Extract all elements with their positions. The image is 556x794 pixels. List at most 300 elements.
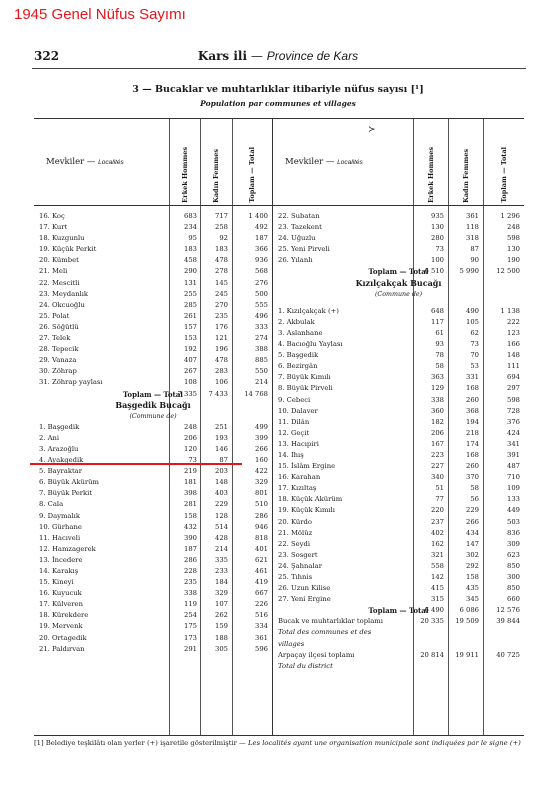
male-count: 182 — [431, 417, 444, 426]
total-count: 492 — [255, 223, 268, 232]
table-row — [273, 528, 524, 539]
female-count: 7 433 — [208, 389, 228, 398]
male-count: 192 — [184, 345, 197, 354]
locality-name: 10. Dalaver — [278, 406, 318, 415]
locality-name: Total du district — [278, 661, 333, 670]
locality-name: 5. Başgedik — [278, 351, 319, 360]
table-row — [273, 233, 524, 244]
male-count: 390 — [184, 533, 197, 542]
total-count: 487 — [507, 462, 520, 471]
locality-name: 11. Hacıveli — [39, 533, 81, 542]
locality-name: 6. Büyük Akürüm — [39, 478, 99, 487]
female-count: 260 — [466, 462, 479, 471]
locality-name: 28. Tepecik — [39, 345, 79, 354]
male-count: 398 — [184, 489, 197, 498]
male-count: 100 — [431, 256, 444, 265]
locality-name: 25. Tıhnis — [278, 573, 313, 581]
male-count: 117 — [431, 317, 444, 326]
locality-name: 12. Geçit — [278, 428, 310, 437]
table-row — [34, 244, 272, 255]
locality-name: 1. Kızılçakçak (+) — [278, 306, 339, 315]
female-count: 233 — [215, 567, 228, 575]
male-count: 683 — [184, 212, 197, 220]
total-count: 710 — [507, 473, 520, 482]
top-rule — [32, 68, 526, 69]
table-row — [273, 561, 524, 572]
running-head — [0, 49, 556, 63]
table-row — [34, 621, 272, 632]
table-row — [34, 422, 272, 433]
table-total — [273, 266, 524, 277]
highlight-underline — [30, 463, 242, 465]
male-count: 340 — [431, 473, 444, 482]
female-count: 159 — [215, 622, 228, 631]
locality-name: 15. Kineyi — [39, 578, 74, 587]
female-count: 478 — [215, 356, 228, 365]
female-count: 62 — [470, 328, 479, 337]
male-count: 267 — [184, 367, 197, 376]
total-count: 123 — [507, 328, 520, 337]
total-count: 850 — [507, 584, 520, 593]
locality-name: 27. Yeni Ergine — [278, 595, 331, 604]
table-heading — [273, 278, 524, 289]
female-count: 196 — [215, 345, 228, 354]
total-count: 550 — [255, 367, 268, 376]
male-count: 157 — [184, 322, 197, 331]
male-count: 254 — [184, 611, 197, 620]
table-row — [273, 594, 524, 605]
male-count: 321 — [431, 550, 444, 559]
female-count: 90 — [470, 256, 479, 265]
locality-name: 31. Zöhrap yaylası — [39, 378, 103, 387]
locality-name: 26. Yılanlı — [278, 256, 313, 265]
table-row — [34, 477, 272, 488]
female-header: Kadın Femmes — [461, 149, 470, 203]
female-count: 283 — [215, 367, 228, 376]
female-count: 183 — [215, 245, 228, 254]
female-count: 302 — [466, 550, 479, 559]
total-count: 248 — [507, 223, 520, 232]
female-count: 19 911 — [455, 650, 479, 659]
female-count: 92 — [219, 234, 228, 243]
table-row — [34, 577, 272, 588]
total-count: 1 296 — [500, 212, 520, 220]
total-count: 14 768 — [244, 389, 268, 398]
table-row — [34, 433, 272, 444]
locality-name: 23. Meydanlık — [39, 289, 89, 298]
locality-name: 3. Aslanhane — [278, 328, 323, 337]
total-count: 166 — [507, 340, 520, 349]
male-count: 61 — [435, 328, 444, 337]
male-count: 130 — [431, 223, 444, 232]
table-row — [34, 566, 272, 577]
table-row — [34, 333, 272, 344]
total-count: 329 — [255, 478, 268, 487]
male-count: 280 — [431, 234, 444, 243]
male-header: Erkek Hommes — [426, 147, 435, 203]
male-count: 73 — [188, 456, 197, 465]
table-row — [34, 344, 272, 355]
locality-name: 2. Akbulak — [278, 317, 315, 326]
locality-name: 19. Küçük Perkit — [39, 245, 97, 254]
table-row — [273, 222, 524, 233]
total-count: 516 — [255, 611, 268, 620]
table-row — [273, 572, 524, 583]
locality-name: 4. Bacıoğlu Yaylası — [278, 340, 343, 349]
total-count: 148 — [507, 351, 520, 360]
female-count: 148 — [215, 478, 228, 487]
female-count: 107 — [215, 600, 228, 609]
male-count: 558 — [431, 561, 444, 570]
page-number: 322 — [34, 49, 60, 63]
total-count: 341 — [507, 439, 520, 448]
locality-name: 20. Ortagedik — [39, 633, 87, 642]
total-count: 333 — [255, 322, 268, 331]
total-count: 836 — [507, 528, 520, 537]
table-row — [273, 244, 524, 255]
female-count: 203 — [215, 467, 228, 476]
female-count: 434 — [466, 528, 479, 537]
table-row — [273, 255, 524, 266]
locality-name: 5. Bayraktar — [39, 467, 82, 476]
table-row — [273, 361, 524, 372]
locality-name: 23. Tazekent — [278, 223, 322, 232]
male-count: 234 — [184, 223, 197, 232]
table-subheading — [34, 411, 272, 422]
male-count: 167 — [431, 439, 444, 448]
male-count: 20 335 — [420, 617, 444, 626]
total-count: 133 — [507, 495, 520, 504]
table-row — [273, 350, 524, 361]
locality-name: 22. Seydi — [278, 539, 311, 548]
female-count: 5 990 — [459, 267, 479, 276]
locality-name: 22. Subatan — [278, 212, 320, 220]
right-rows — [273, 211, 524, 672]
table-row — [34, 610, 272, 621]
total-count: 399 — [255, 433, 268, 442]
total-count: 510 — [255, 500, 268, 509]
locality-name: 20. Kümbet — [39, 256, 79, 265]
locality-name: 18. Kürekdere — [39, 611, 89, 620]
table-row — [273, 439, 524, 450]
locality-name: 25. Polat — [39, 311, 70, 320]
female-count: 331 — [466, 373, 479, 382]
table-row — [273, 461, 524, 472]
total-count: 388 — [255, 345, 268, 354]
table-row — [273, 339, 524, 350]
male-count: 120 — [184, 444, 197, 453]
female-count: 188 — [215, 633, 228, 642]
locality-name: 13. Hacıpiri — [278, 439, 319, 448]
male-count: 415 — [431, 584, 444, 593]
total-count: 1 138 — [500, 306, 520, 315]
table-row — [34, 588, 272, 599]
locality-name: 16. Kuyucuk — [39, 589, 82, 598]
female-count: 87 — [470, 245, 479, 254]
locality-name: 29. Vanaza — [39, 356, 77, 365]
table-row — [34, 555, 272, 566]
female-count: 270 — [215, 300, 228, 309]
locality-name: 25. Yeni Pirveli — [278, 245, 330, 254]
locality-name: 17. Kurt — [39, 223, 68, 232]
female-count: 262 — [215, 611, 228, 620]
female-count: 56 — [470, 495, 479, 504]
male-count: 58 — [435, 362, 444, 371]
table-row — [34, 255, 272, 266]
total-count: 660 — [507, 595, 520, 604]
total-count: 12 576 — [496, 606, 520, 615]
table-row — [273, 661, 524, 672]
female-count: 490 — [466, 306, 479, 315]
table-row — [273, 211, 524, 222]
locality-name: 4. Ayakgedik — [39, 456, 84, 465]
table-row — [273, 372, 524, 383]
total-count: 376 — [507, 417, 520, 426]
male-count: 206 — [184, 433, 197, 442]
female-count: 58 — [470, 484, 479, 493]
total-count: 499 — [255, 422, 268, 431]
locality-name: 14. Karakış — [39, 567, 79, 575]
total-count: 598 — [507, 234, 520, 243]
female-count: 19 509 — [455, 617, 479, 626]
locality-name: Başgedik Bucağı — [115, 399, 191, 410]
total-count: 40 725 — [496, 650, 520, 659]
female-count: 194 — [466, 417, 479, 426]
table-row — [273, 616, 524, 627]
locality-name: 8. Büyük Pirveli — [278, 384, 333, 393]
total-count: 214 — [255, 378, 268, 387]
table-left-half — [34, 119, 273, 735]
table-row — [273, 472, 524, 483]
locality-header: Mevkiler — Localités — [285, 157, 363, 167]
female-count: 717 — [215, 212, 228, 220]
total-count: 728 — [507, 406, 520, 415]
locality-name: 10. Gürhane — [39, 522, 82, 531]
locality-name: 18. Kuzgunlu — [39, 234, 85, 243]
table-row — [273, 417, 524, 428]
female-count: 184 — [215, 578, 228, 587]
male-count: 6 510 — [424, 267, 444, 276]
female-count: 168 — [466, 450, 479, 459]
male-count: 255 — [184, 289, 197, 298]
total-count: 598 — [507, 395, 520, 404]
locality-name: 27. Telek — [39, 334, 71, 343]
total-count: 109 — [507, 484, 520, 493]
female-count: 305 — [215, 644, 228, 653]
table-row — [273, 627, 524, 638]
female-count: 53 — [470, 362, 479, 371]
total-count: 187 — [255, 234, 268, 243]
male-count: 142 — [431, 573, 444, 581]
locality-name: 21. Paldırvan — [39, 644, 85, 653]
male-count: 237 — [431, 517, 444, 526]
male-count: 77 — [435, 495, 444, 504]
locality-header: Mevkiler — Localités — [46, 157, 124, 167]
male-count: 51 — [435, 484, 444, 493]
total-count: 461 — [255, 567, 268, 575]
male-count: 935 — [431, 212, 444, 220]
total-count: 424 — [507, 428, 520, 437]
table-row — [34, 499, 272, 510]
total-count: 500 — [255, 289, 268, 298]
footnote-tr: [1] Belediye teşkilâtı olan yerler (+) işaretile gösterilmiştir — — [34, 739, 246, 747]
header-rule — [273, 205, 524, 206]
total-count: 160 — [255, 456, 268, 465]
total-count: 596 — [255, 644, 268, 653]
table-row — [273, 428, 524, 439]
locality-name: 13. İncedere — [39, 555, 83, 564]
table-row — [34, 366, 272, 377]
table-row — [273, 306, 524, 317]
locality-name: Total des communes et des — [278, 628, 372, 637]
table-row — [34, 377, 272, 388]
total-count: 222 — [507, 317, 520, 326]
total-header: Toplam — Total — [499, 147, 508, 203]
male-count: 219 — [184, 467, 197, 476]
total-count: 266 — [255, 444, 268, 453]
male-count: 338 — [431, 395, 444, 404]
male-count: 291 — [184, 644, 197, 653]
male-count: 183 — [184, 245, 197, 254]
female-count: 229 — [466, 506, 479, 515]
male-count: 223 — [431, 450, 444, 459]
total-count: 621 — [255, 555, 268, 564]
table-row — [273, 583, 524, 594]
female-count: 70 — [470, 351, 479, 360]
locality-name: Toplam — Total — [368, 267, 429, 277]
locality-name: Kızılçakçak Bucağı — [355, 277, 442, 288]
total-count: 694 — [507, 373, 520, 382]
table-row — [273, 550, 524, 561]
female-count: 435 — [466, 584, 479, 593]
locality-name: 2. Ani — [39, 433, 60, 442]
running-head-fr: Province de Kars — [266, 49, 359, 63]
total-count: 667 — [255, 589, 268, 598]
table-row — [34, 444, 272, 455]
locality-name: Toplam — Total — [123, 389, 183, 399]
male-count: 363 — [431, 373, 444, 382]
total-count: 1 400 — [248, 212, 268, 220]
female-count: 245 — [215, 289, 228, 298]
section-title: 3 — Bucaklar ve muhtarlıklar itibariyle nüfus sayısı [¹] — [132, 84, 424, 95]
female-count: 168 — [466, 384, 479, 393]
female-count: 105 — [466, 317, 479, 326]
total-count: 818 — [255, 533, 268, 542]
male-count: 432 — [184, 522, 197, 531]
total-count: 361 — [255, 633, 268, 642]
female-count: 73 — [470, 340, 479, 349]
female-count: 147 — [466, 539, 479, 548]
locality-name: 18. Küçük Akürüm — [278, 495, 343, 504]
total-count: 130 — [507, 245, 520, 254]
table-row — [34, 222, 272, 233]
total-count: 503 — [507, 517, 520, 526]
female-count: 251 — [215, 422, 228, 431]
total-count: 946 — [255, 522, 268, 531]
locality-name: Toplam — Total — [368, 606, 429, 616]
female-count: 118 — [466, 223, 479, 232]
table-row — [34, 488, 272, 499]
table-row — [34, 544, 272, 555]
total-count: 286 — [255, 511, 268, 520]
table-row — [273, 483, 524, 494]
male-header: Erkek Hommes — [180, 147, 189, 203]
female-count: 214 — [215, 544, 228, 553]
footnote-fr: Les localités ayant une organisation municipale sont indiquées par le signe (+) — [248, 739, 521, 747]
male-count: 648 — [431, 306, 444, 315]
total-count: 422 — [255, 467, 268, 476]
male-count: 458 — [184, 256, 197, 265]
female-count: 292 — [466, 561, 479, 570]
locality-name: 11. Dilân — [278, 417, 310, 426]
page-banner: 1945 Genel Nüfus Sayımı — [14, 6, 186, 23]
table-row — [34, 355, 272, 366]
table-row — [34, 522, 272, 533]
total-count: 226 — [255, 600, 268, 609]
footnote — [34, 738, 534, 749]
female-count: 229 — [215, 500, 228, 509]
header-rule — [34, 205, 272, 206]
table-row — [273, 383, 524, 394]
running-head-tr: Kars ili — [197, 49, 248, 63]
locality-name: (Commune de) — [129, 412, 177, 420]
total-count: 366 — [255, 245, 268, 254]
locality-name: 7. Büyük Kımılı — [278, 373, 331, 382]
table-row — [273, 317, 524, 328]
female-header: Kadın Femmes — [212, 149, 220, 203]
total-count: 300 — [507, 573, 520, 581]
female-count: 176 — [215, 322, 228, 331]
male-count: 162 — [431, 539, 444, 548]
female-count: 266 — [466, 517, 479, 526]
female-count: 329 — [215, 589, 228, 598]
locality-name: 14. Ihış — [278, 450, 304, 459]
male-count: 286 — [184, 555, 197, 564]
male-count: 175 — [184, 622, 197, 631]
table-row — [273, 395, 524, 406]
table-row — [273, 517, 524, 528]
decorative-mark-icon: ≻ — [368, 125, 376, 135]
total-count: 885 — [255, 356, 268, 365]
locality-name: 24. Şahnalar — [278, 561, 322, 570]
total-count: 334 — [255, 622, 268, 631]
male-count: 129 — [431, 384, 444, 393]
locality-name: 6. Bezirgân — [278, 362, 318, 371]
locality-name: 15. İslâm Ergine — [278, 462, 336, 471]
table-row — [273, 494, 524, 505]
male-count: 181 — [184, 478, 197, 487]
table-row — [273, 505, 524, 516]
female-count: 158 — [466, 573, 479, 581]
female-count: 335 — [215, 555, 228, 564]
table-row — [34, 599, 272, 610]
table-row — [34, 644, 272, 655]
locality-name: 9. Cebeci — [278, 395, 311, 404]
locality-name: 1. Başgedik — [39, 422, 80, 431]
female-count: 87 — [219, 456, 228, 465]
locality-name: 16. Koç — [39, 212, 65, 220]
table-row — [273, 328, 524, 339]
total-count: 401 — [255, 544, 268, 553]
male-count: 119 — [184, 600, 197, 609]
male-count: 73 — [435, 245, 444, 254]
female-count: 345 — [466, 595, 479, 604]
table-subheading — [273, 289, 524, 300]
female-count: 6 086 — [459, 606, 479, 615]
male-count: 248 — [184, 422, 197, 431]
male-count: 93 — [435, 340, 444, 349]
male-count: 108 — [184, 378, 197, 387]
